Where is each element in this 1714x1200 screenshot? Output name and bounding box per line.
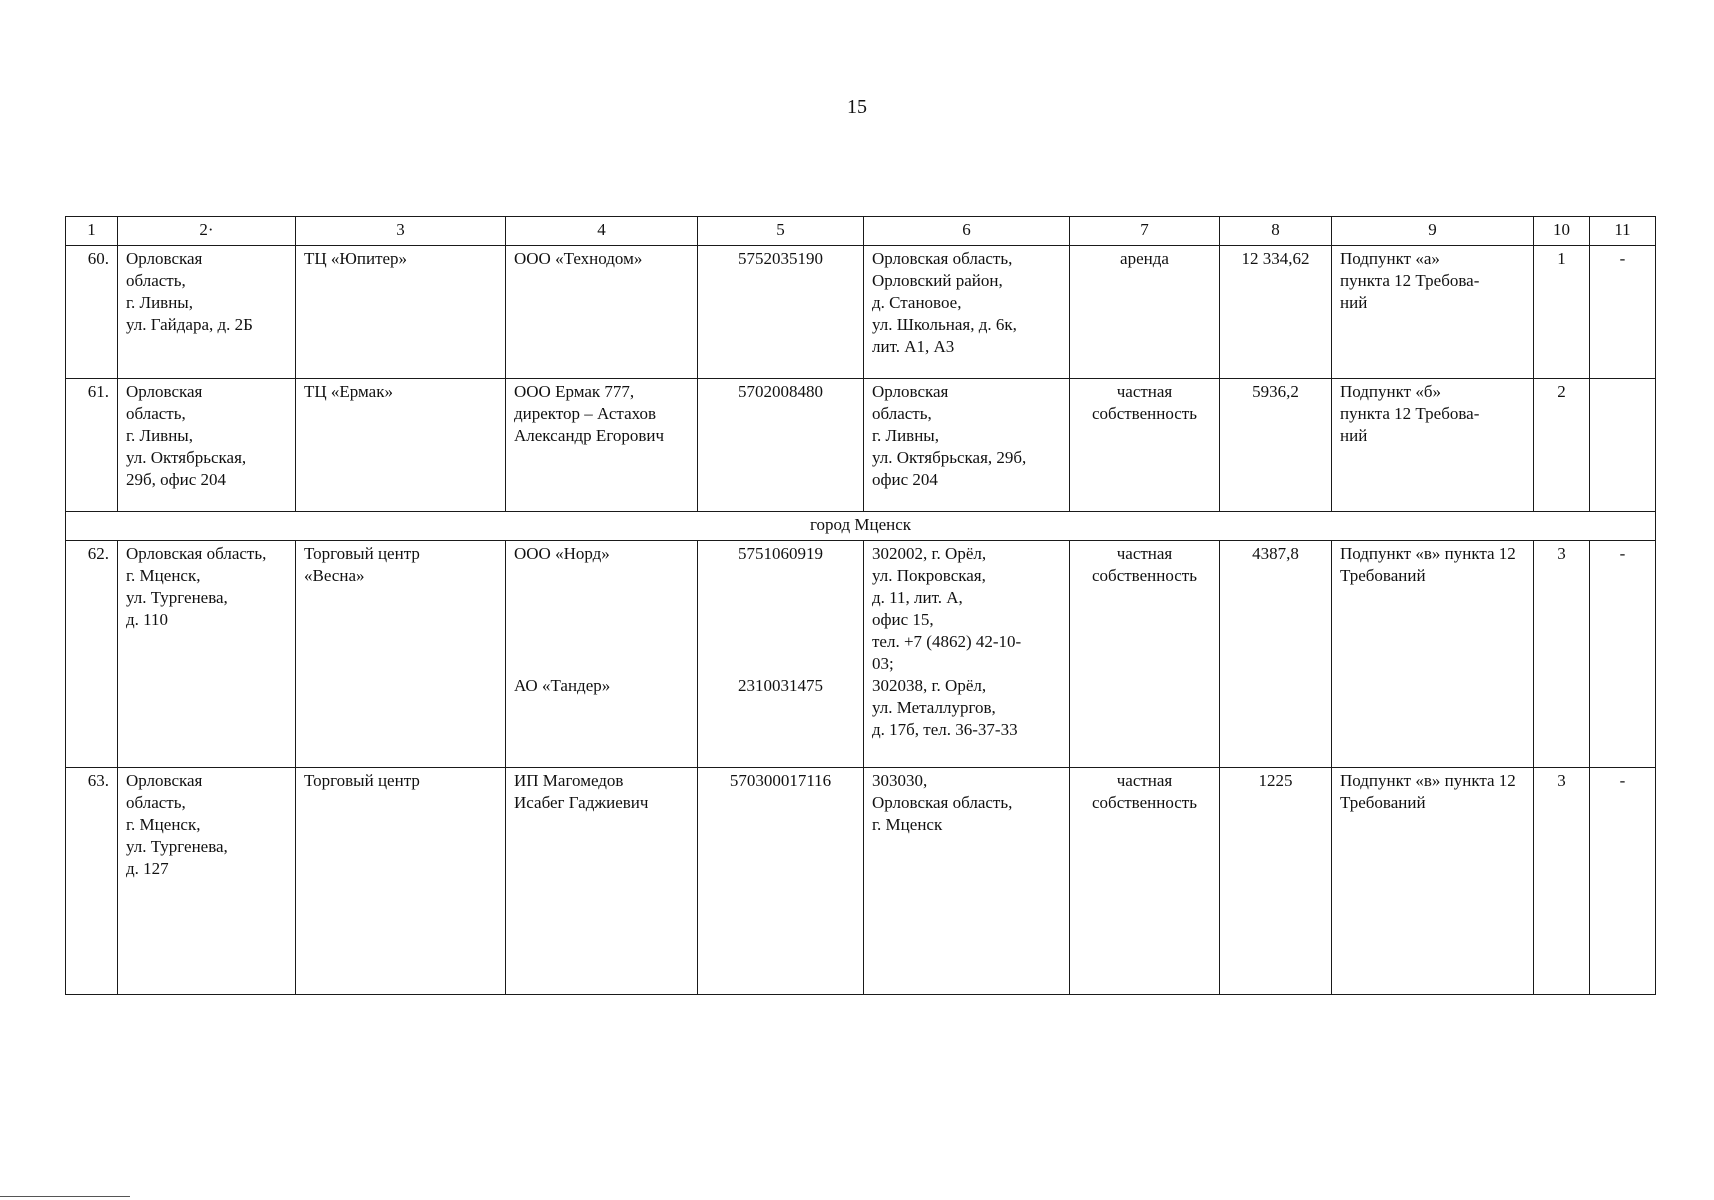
- owner-name: ООО «Технодом»: [506, 246, 698, 379]
- object-address: Орловская область, г. Мценск, ул. Тургенева, д. 127: [118, 768, 296, 995]
- ownership-right: частная собственность: [1070, 768, 1220, 995]
- requirements-clause: Подпункт «в» пункта 12 Требований: [1332, 768, 1534, 995]
- owner-name: ООО Ермак 777, директор – Астахов Александр Егорович: [506, 379, 698, 512]
- registry-table: [65, 216, 1656, 995]
- header-col-7: 7: [1070, 217, 1220, 246]
- header-col-4: 4: [506, 217, 698, 246]
- owner-address: 303030, Орловская область, г. Мценск: [864, 768, 1070, 995]
- section-title: город Мценск: [66, 512, 1656, 541]
- object-address: Орловская область, г. Ливны, ул. Октябрьская, 29б, офис 204: [118, 379, 296, 512]
- col-10-value: 2: [1534, 379, 1590, 512]
- row-number: 62.: [66, 541, 118, 768]
- header-col-10: 10: [1534, 217, 1590, 246]
- owner-inn: 5702008480: [698, 379, 864, 512]
- owner-address: Орловская область, Орловский район, д. Становое, ул. Школьная, д. 6к, лит. А1, А3: [864, 246, 1070, 379]
- header-col-8: 8: [1220, 217, 1332, 246]
- ownership-right: частная собственность: [1070, 379, 1220, 512]
- row-number: 60.: [66, 246, 118, 379]
- owner-name-1: ООО «Норд»: [514, 544, 610, 563]
- owner-inn-1: 5751060919: [738, 544, 823, 563]
- header-col-1: 1: [66, 217, 118, 246]
- col-10-value: 3: [1534, 541, 1590, 768]
- col-10-value: 1: [1534, 246, 1590, 379]
- object-name: ТЦ «Юпитер»: [296, 246, 506, 379]
- header-col-5: 5: [698, 217, 864, 246]
- ownership-right: аренда: [1070, 246, 1220, 379]
- col-10-value: 3: [1534, 768, 1590, 995]
- header-col-2: 2·: [118, 217, 296, 246]
- object-address: Орловская область, г. Ливны, ул. Гайдара, д. 2Б: [118, 246, 296, 379]
- owner-inn: 5752035190: [698, 246, 864, 379]
- ownership-right: частная собственность: [1070, 541, 1220, 768]
- table-row: [66, 246, 1656, 379]
- header-col-3: 3: [296, 217, 506, 246]
- row-number: 61.: [66, 379, 118, 512]
- owner-name: [506, 541, 698, 768]
- table-row: [66, 541, 1656, 768]
- area-value: 5936,2: [1220, 379, 1332, 512]
- scan-edge-line: [0, 1196, 130, 1197]
- owner-inn: [698, 541, 864, 768]
- object-name: Торговый центр: [296, 768, 506, 995]
- object-name: ТЦ «Ермак»: [296, 379, 506, 512]
- col-11-value: [1590, 379, 1656, 512]
- header-col-6: 6: [864, 217, 1070, 246]
- area-value: 12 334,62: [1220, 246, 1332, 379]
- header-row: [66, 217, 1656, 246]
- area-value: 4387,8: [1220, 541, 1332, 768]
- requirements-clause: Подпункт «а» пункта 12 Требова- ний: [1332, 246, 1534, 379]
- table-row: [66, 768, 1656, 995]
- header-col-11: 11: [1590, 217, 1656, 246]
- owner-address: Орловская область, г. Ливны, ул. Октябрьская, 29б, офис 204: [864, 379, 1070, 512]
- requirements-clause: Подпункт «в» пункта 12 Требований: [1332, 541, 1534, 768]
- owner-address: 302002, г. Орёл, ул. Покровская, д. 11, лит. А, офис 15, тел. +7 (4862) 42-10- 03; 302038, г. Орёл, ул. Металлургов, д. 17б, тел. 36-37-33: [864, 541, 1070, 768]
- row-number: 63.: [66, 768, 118, 995]
- owner-inn: 570300017116: [698, 768, 864, 995]
- col-11-value: -: [1590, 541, 1656, 768]
- owner-name: ИП Магомедов Исабег Гаджиевич: [506, 768, 698, 995]
- object-address: Орловская область, г. Мценск, ул. Тургенева, д. 110: [118, 541, 296, 768]
- page-number: 15: [847, 96, 867, 118]
- header-col-9: 9: [1332, 217, 1534, 246]
- owner-name-2: АО «Тандер»: [514, 676, 611, 695]
- section-row: [66, 512, 1656, 541]
- requirements-clause: Подпункт «б» пункта 12 Требова- ний: [1332, 379, 1534, 512]
- table-row: [66, 379, 1656, 512]
- area-value: 1225: [1220, 768, 1332, 995]
- owner-inn-2: 2310031475: [738, 676, 823, 695]
- registry-table-wrapper: [65, 216, 1655, 995]
- col-11-value: -: [1590, 768, 1656, 995]
- object-name: Торговый центр «Весна»: [296, 541, 506, 768]
- col-11-value: -: [1590, 246, 1656, 379]
